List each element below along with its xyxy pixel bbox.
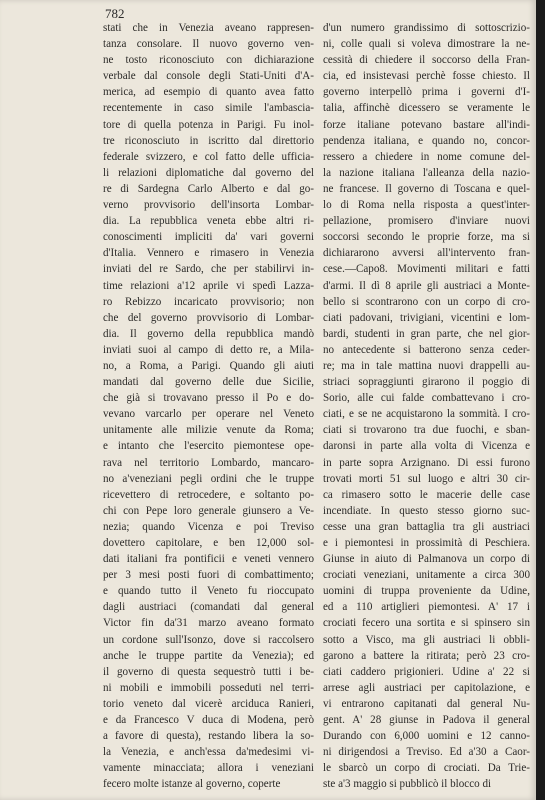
- text-line: fecero molte istanze al governo, coperte: [103, 778, 281, 791]
- text-line: per 3 mesi posti fuori di combattimento;: [103, 569, 314, 582]
- text-line: Victor fin da'31 marzo aveano formato: [103, 617, 314, 630]
- text-line: le sbarcò un corpo di crociati. Da Trie-: [323, 762, 530, 775]
- text-line: ciati, e se ne acquistarono la sommità. I cro-: [323, 408, 530, 421]
- text-line: che del governo provvisorio di Lombar-: [103, 311, 314, 324]
- text-line: gent. A' 28 giunse in Padova il general: [323, 714, 530, 727]
- text-line: dia. La repubblica veneta ebbe altri ri-: [103, 215, 314, 228]
- text-line: e da Francesco V duca di Modena, però: [103, 714, 314, 727]
- text-line: dati italiani fra pontificii e veneti vennero: [103, 553, 314, 566]
- text-line: Sorio, alle cui falde combattevano i cro-: [323, 392, 530, 405]
- text-line: time relazioni a'12 aprile vi spedì Lazza-: [103, 279, 314, 292]
- text-line: vi entrarono capitanati dal general Nu-: [323, 697, 530, 710]
- text-line: ciati padovani, trivigiani, vicentini e lom-: [323, 311, 530, 324]
- text-line: lo di Roma nella risposta a quest'inter-: [323, 199, 530, 212]
- text-line: cese.—Capo8. Movimenti militari e fatti: [323, 263, 530, 276]
- text-line: ne francese. Il governo di Toscana e quel-: [323, 182, 530, 195]
- text-line: e intanto che l'esercito piemontese ope-: [103, 440, 314, 453]
- text-line: un cordone sull'Isonzo, dove si raccolsero: [103, 633, 314, 646]
- text-line: dichiararono avversi all'intervento fran-: [323, 247, 530, 260]
- text-line: governo interpellò prima i governi d'I-: [323, 86, 530, 99]
- text-line: cesse una gran battaglia tra gli austriaci: [323, 520, 530, 533]
- text-line: federale svizzero, e col fatto delle ufficia-: [103, 150, 314, 163]
- text-line: tanza consolare. Il nuovo governo ven-: [103, 38, 314, 51]
- text-line: re di Sardegna Carlo Alberto e dal go-: [103, 182, 314, 195]
- text-line: dia. Il governo della repubblica mandò: [103, 327, 314, 340]
- text-line: la Venezia, e anch'essa da'medesimi vi-: [103, 746, 314, 759]
- text-line: a favore di questa), restando libera la so-: [103, 730, 314, 743]
- text-line: la nazione italiana l'alleanza della nazio-: [323, 166, 530, 179]
- text-line: forze italiane potevano bastare all'indi-: [323, 118, 530, 131]
- page-number: 782: [105, 6, 125, 21]
- text-line: Giunse in aiuto di Palmanova un corpo di: [323, 553, 530, 566]
- text-line: ne tosto riconosciuto con dichiarazione: [103, 54, 314, 67]
- text-line: d'armi. Il dì 8 aprile gli austriaci a Monte-: [323, 279, 530, 292]
- text-line: trovati morti 51 sul luogo e altri 30 cir-: [323, 472, 530, 485]
- text-line: vamente minacciata; allora i veneziani: [103, 762, 314, 775]
- text-line: stati che in Venezia aveano rappresen-: [103, 22, 314, 34]
- text-line: dovettero capitolare, e ben 12,000 sol-: [103, 537, 314, 549]
- text-line: uomini di truppa proveniente da Udine,: [323, 585, 530, 598]
- right-text-column: [323, 20, 530, 793]
- text-line: ciati si trovarono tra due fuochi, e sban-: [323, 424, 530, 437]
- text-line: ro Rebizzo incaricato provvisorio; non: [103, 295, 314, 308]
- text-line: incendiate. In questo stesso giorno suc-: [323, 504, 530, 517]
- text-line: recentemente in caso simile l'ambascia-: [103, 102, 314, 115]
- text-line: striaci sopraggiunti girarono il poggio di: [323, 376, 530, 389]
- text-line: verno provvisorio dell'insorta Lombar-: [103, 199, 314, 212]
- text-line: tore di quella potenza in Parigi. Fu inol-: [103, 118, 314, 131]
- text-line: ni dirigendosi a Treviso. Ed a'30 a Caor-: [323, 746, 530, 759]
- text-line: soccorsi secondo le proprie forze, ma si: [323, 231, 530, 244]
- text-line: garono a battere la ritirata; però 23 cro-: [323, 649, 530, 662]
- text-line: sotto a Visco, ma gli austriaci li obbli-: [323, 633, 530, 646]
- text-line: unitamente alle milizie venute da Roma;: [103, 424, 314, 437]
- text-line: ca rimasero sotto le macerie delle case: [323, 488, 530, 501]
- text-line: ciati caddero prigionieri. Udine a' 22 si: [323, 665, 530, 678]
- text-line: re; ma in tale mattina nuovi drappelli au-: [323, 359, 530, 372]
- text-line: il governo di questa sequestrò tutti i be-: [103, 665, 314, 678]
- text-line: ni mobili e immobili posseduti nel terri-: [103, 681, 314, 694]
- left-text-column: [103, 20, 314, 793]
- text-line: ressero a chiedere in nome comune del-: [323, 150, 530, 163]
- text-line: no, a Roma, a Parigi. Quando gli aiuti: [103, 359, 314, 372]
- text-line: anche le truppe partite da Venezia); ed: [103, 649, 314, 662]
- text-line: nezia; quando Vicenza e poi Treviso: [103, 520, 314, 533]
- text-line: cessità di chiedere il soccorso della Fran-: [323, 54, 530, 67]
- text-line: verbale dal console degli Stati-Uniti d'A-: [103, 70, 314, 83]
- text-line: bello si scontrarono con un corpo di cro-: [323, 295, 530, 308]
- text-line: dagli austriaci (comandati dal general: [103, 601, 314, 614]
- text-line: ste a'3 maggio si pubblicò il blocco di: [323, 778, 492, 791]
- text-line: pendenza italiana, e quando no, concor-: [323, 134, 530, 147]
- text-line: ed a 110 artiglieri piemontesi. A' 17 i: [323, 601, 530, 614]
- text-line: rava nel territorio Lombardo, mancaro-: [103, 456, 314, 469]
- text-line: e i piemontesi in prossimità di Peschiera.: [323, 537, 530, 549]
- text-line: d'un numero grandissimo di sottoscrizio-: [323, 22, 530, 34]
- text-line: conoscimenti impliciti da' vari governi: [103, 231, 314, 244]
- text-line: no antecedente si batterono senza ceder-: [323, 343, 530, 356]
- text-line: d'Italia. Vennero e rimasero in Venezia: [103, 247, 314, 260]
- text-line: li relazioni diplomatiche dal governo del: [103, 166, 314, 179]
- text-line: daronsi in parte alla volta di Vicenza e: [323, 440, 530, 453]
- text-line: arrese agli austriaci per capitolazione, e: [323, 681, 530, 694]
- text-line: crociati fecero una sortita e si spinsero sin: [323, 617, 530, 630]
- text-line: inviati del re Sardo, che per stabilirvi in-: [103, 263, 314, 276]
- text-line: in parte sopra Arzignano. Di essi furono: [323, 456, 530, 469]
- text-line: e quando tutto il Veneto fu rioccupato: [103, 585, 314, 598]
- text-line: chi con Pepe loro generale giunsero a Ve-: [103, 504, 314, 517]
- text-line: che già si trovavano presso il Po e do-: [103, 392, 314, 405]
- text-line: torio veneto dal vicerè arciduca Ranieri,: [103, 697, 314, 710]
- text-line: ni, colle quali si voleva dimostrare la ne-: [323, 38, 530, 51]
- text-line: Durando con 6,000 uomini e 12 canno-: [323, 730, 530, 743]
- text-line: ricevettero di retrocedere, e soltanto po-: [103, 488, 314, 501]
- text-line: no a'veneziani pegli ordini che le truppe: [103, 472, 314, 485]
- text-line: merica, ad esempio di quanto avea fatto: [103, 86, 314, 99]
- text-line: bardi, studenti in gran parte, che nel gior-: [323, 327, 530, 340]
- text-line: cia, ed insistevasi perchè fosse chiesto. Il: [323, 70, 530, 83]
- text-line: crociati veneziani, unitamente a circa 300: [323, 569, 530, 582]
- text-line: inviati suoi al campo di detto re, a Mila-: [103, 343, 314, 356]
- text-line: mandati dal governo delle due Sicilie,: [103, 376, 314, 389]
- text-line: pellazione, promisero d'inviare nuovi: [323, 215, 530, 228]
- text-line: tre riconosciuto in iscritto dal direttorio: [103, 134, 314, 147]
- text-line: vevano varcarlo per operare nel Veneto: [103, 408, 314, 421]
- text-line: talia, affinchè dicessero se veramente le: [323, 102, 530, 115]
